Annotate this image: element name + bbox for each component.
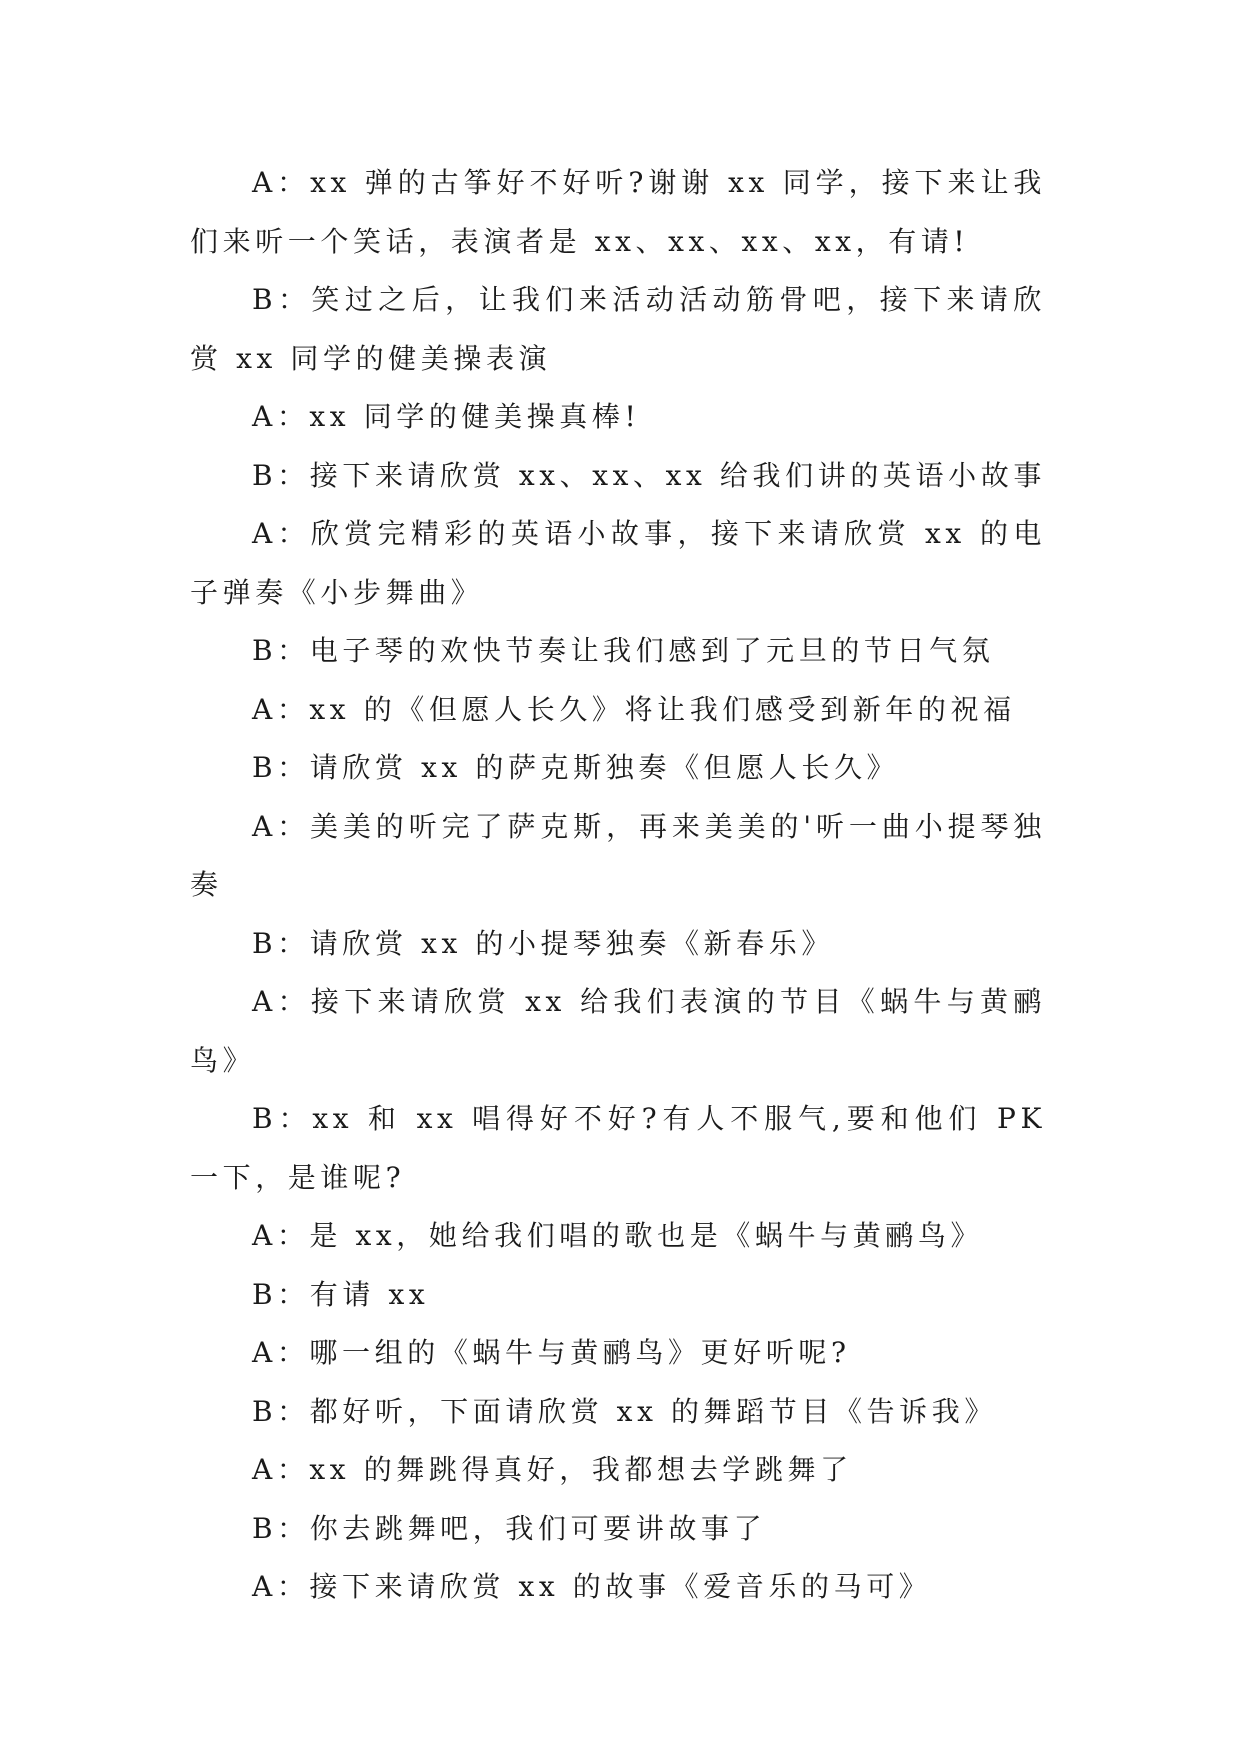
dialogue-line-9: A：美美的听完了萨克斯，再来美美的'听一曲小提琴独奏 [190,809,1046,901]
dialogue-line-10: B：请欣赏 xx 的小提琴独奏《新春乐》 [252,926,834,960]
dialogue-line-11: A：接下来请欣赏 xx 给我们表演的节目《蜗牛与黄鹂鸟》 [190,985,1046,1077]
dialogue-line-13: A：是 xx，她给我们唱的歌也是《蜗牛与黄鹂鸟》 [252,1219,984,1252]
dialogue-line-14: B：有请 xx [252,1277,430,1311]
dialogue-line-4: B：接下来请欣赏 xx、xx、xx 给我们讲的英语小故事 [252,458,1046,492]
dialogue-line-8: B：请欣赏 xx 的萨克斯独奏《但愿人长久》 [252,751,900,784]
dialogue-line-19: A：接下来请欣赏 xx 的故事《爱音乐的马可》 [252,1570,932,1603]
dialogue-line-7: A：xx 的《但愿人长久》将让我们感受到新年的祝福 [252,692,1016,726]
dialogue-line-15: A：哪一组的《蜗牛与黄鹂鸟》更好听呢? [252,1336,851,1369]
dialogue-line-2: B：笑过之后，让我们来活动活动筋骨吧，接下来请欣赏 xx 同学的健美操表演 [190,283,1046,375]
dialogue-line-16: B：都好听，下面请欣赏 xx 的舞蹈节目《告诉我》 [252,1394,997,1428]
dialogue-line-1: A：xx 弹的古筝好不好听?谢谢 xx 同学，接下来让我们来听一个笑话，表演者是 xx、xx、xx、xx，有请! [190,166,1046,258]
script-body [190,154,1046,1617]
dialogue-line-5: A：欣赏完精彩的英语小故事，接下来请欣赏 xx 的电子弹奏《小步舞曲》 [190,517,1046,609]
dialogue-line-3: A：xx 同学的健美操真棒! [252,400,641,433]
dialogue-line-18: B：你去跳舞吧，我们可要讲故事了 [252,1511,767,1545]
dialogue-line-12: B：xx 和 xx 唱得好不好?有人不服气,要和他们 PK 一下，是谁呢? [190,1102,1046,1194]
dialogue-line-6: B：电子琴的欢快节奏让我们感到了元旦的节日气氛 [252,634,995,667]
dialogue-line-17: A：xx 的舞跳得真好，我都想去学跳舞了 [252,1453,853,1486]
